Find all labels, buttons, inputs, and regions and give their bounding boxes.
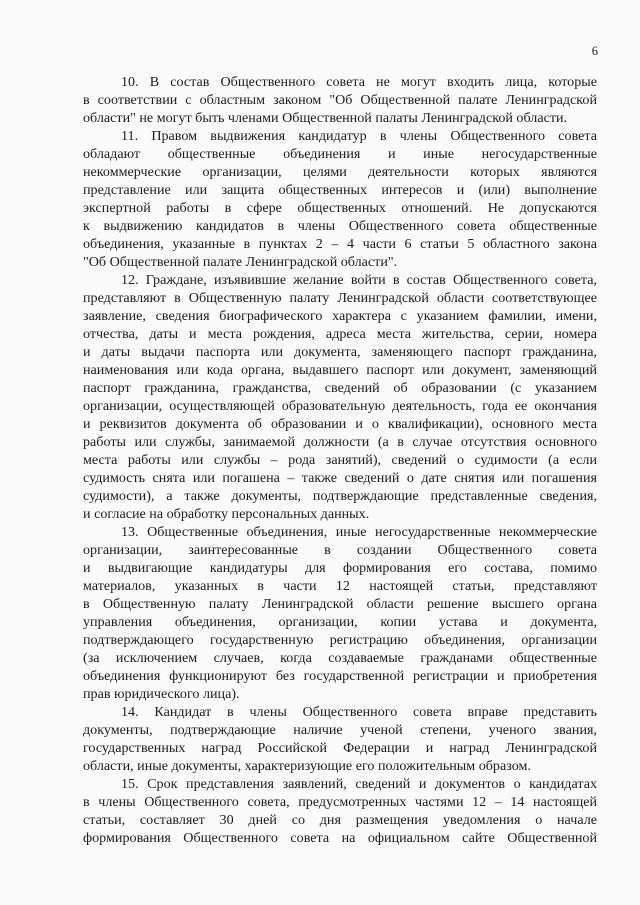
p15-line-3: статьи, составляет 30 дней со дня размещения уведомления о начале [83,812,597,828]
p13-line-4: материалов, указанных в части 12 настоящей статьи, представляют [83,578,597,594]
page-number: 6 [591,44,598,58]
p13-line-8: (за исключением случаев, когда создаваемые гражданами общественные [83,650,597,666]
p12-line-12: судимость снята или погашена – также сведений о дате снятия или погашения [83,470,597,486]
p13-line-10: прав юридического лица). [83,686,240,702]
p13-line-2: организации, заинтересованные в создании Общественного совета [83,542,597,558]
p12-line-6: наименования или кода органа, выдавшего паспорт или документ, заменяющий [83,362,597,378]
p13-line-7: подтверждающего государственную регистрацию объединения, организации [83,632,597,648]
p12-line-2: представляют в Общественную палату Ленинградской области соответствующее [83,290,597,306]
p12-line-9: и реквизитов документа об образовании и о квалификации), основного места [83,416,597,432]
p15-line-4: формирования Общественного совета на официальном сайте Общественной [83,830,597,846]
p12-line-7: паспорт гражданина, гражданства, сведений об образовании (с указанием [83,380,597,396]
p13-line-3: и выдвигающие кандидатуры для формирования его состава, помимо [83,560,597,576]
p10-line-3: области" не могут быть членами Общественной палаты Ленинградской области. [83,110,568,126]
p13-line-1: 13. Общественные объединения, иные негосударственные некоммерческие [121,524,597,540]
p13-line-6: управления объединения, организации, копии устава и документа, [83,614,597,630]
p12-line-5: и даты выдачи паспорта или документа, заменяющего паспорт гражданина, [83,344,597,360]
p12-line-14: и согласие на обработку персональных данных. [83,506,370,522]
p10-line-1: 10. В состав Общественного совета не могут входить лица, которые [121,74,597,90]
p12-line-1: 12. Граждане, изъявившие желание войти в состав Общественного совета, [121,272,597,288]
p13-line-9: объединения функционируют без государственной регистрации и приобретения [83,668,597,684]
p11-line-7: объединения, указанные в пунктах 2 – 4 части 6 статьи 5 областного закона [83,236,597,252]
p12-line-8: организации, осуществляющей образовательную деятельность, года ее окончания [83,398,597,414]
p11-line-1: 11. Правом выдвижения кандидатур в члены Общественного совета [121,128,597,144]
p11-line-2: обладают общественные объединения и иные негосударственные [83,146,597,162]
p11-line-6: к выдвижению кандидатов в члены Общественного совета общественные [83,218,597,234]
p15-line-2: в члены Общественного совета, предусмотренных частями 12 – 14 настоящей [83,794,597,810]
p12-line-11: места работы или службы – рода занятий), сведений о судимости (а если [83,452,597,468]
p12-line-10: работы или службы, занимаемой должности (а в случае отсутствия основного [83,434,597,450]
p15-line-1: 15. Срок представления заявлений, сведений и документов о кандидатах [121,776,597,792]
p14-line-3: государственных наград Российской Федерации и наград Ленинградской [83,740,597,756]
p11-line-4: представление или защита общественных интересов и (или) выполнение [83,182,597,198]
p11-line-5: экспертной работы в сфере общественных отношений. Не допускаются [83,200,597,216]
p14-line-2: документы, подтверждающие наличие ученой степени, ученого звания, [83,722,597,738]
p14-line-4: области, иные документы, характеризующие его положительным образом. [83,758,531,774]
p11-line-8: "Об Общественной палате Ленинградской области". [83,254,398,270]
p11-line-3: некоммерческие организации, целями деятельности которых являются [83,164,597,180]
p12-line-4: отчества, даты и места рождения, адреса места жительства, серии, номера [83,326,597,342]
p12-line-13: судимости), а также документы, подтверждающие представленные сведения, [83,488,597,504]
p13-line-5: в Общественную палату Ленинградской области решение высшего органа [83,596,597,612]
p10-line-2: в соответствии с областным законом "Об Общественной палате Ленинградской [83,92,597,108]
p12-line-3: заявление, сведения биографического характера с указанием фамилии, имени, [83,308,597,324]
p14-line-1: 14. Кандидат в члены Общественного совета вправе представить [121,704,597,720]
